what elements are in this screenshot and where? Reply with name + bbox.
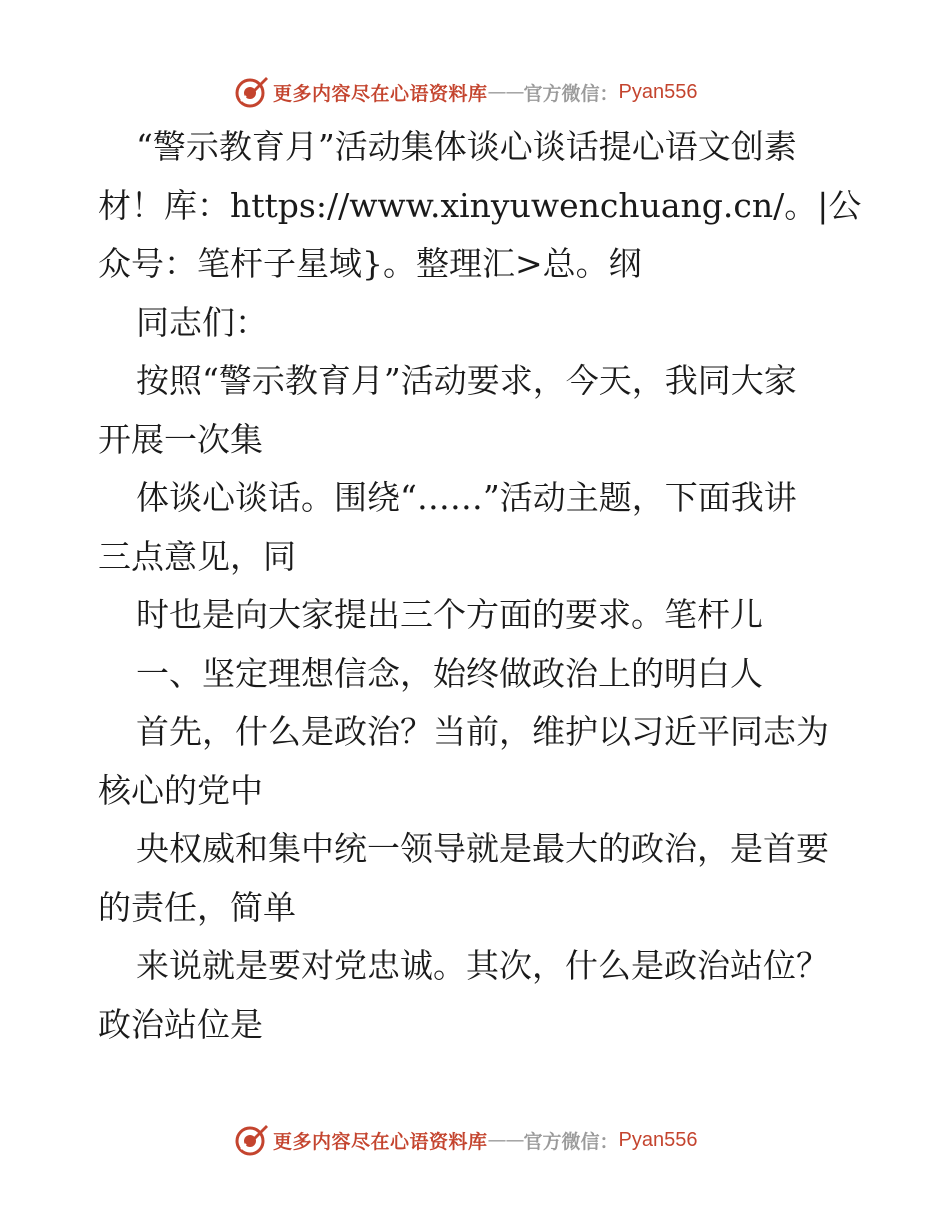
greeting: 同志们：: [136, 302, 268, 342]
watermark-wechat-id: Pyan556: [618, 1128, 698, 1151]
text-line: 开展一次集: [98, 419, 263, 459]
brush-logo-icon: [233, 1122, 269, 1158]
text-line: 政治站位是: [98, 1004, 263, 1044]
watermark-dash: ——: [487, 1129, 524, 1151]
text-line: 按照“警示教育月”活动要求，今天，我同大家: [136, 361, 797, 400]
watermark-wechat-label: 官方微信：: [523, 1130, 619, 1153]
text-line: 众号：笔杆子星域}。整理汇>总。纲: [98, 244, 642, 283]
footer-watermark: [0, 1120, 950, 1160]
text-line: 时也是向大家提出三个方面的要求。笔杆儿: [136, 595, 763, 634]
watermark-wechat-id: Pyan556: [618, 80, 698, 103]
header-watermark: [0, 72, 950, 112]
section-heading: 一、坚定理想信念，始终做政治上的明白人: [136, 653, 763, 693]
watermark-dash: ——: [487, 81, 524, 103]
text-line: 首先，什么是政治？当前，维护以习近平同志为: [136, 712, 829, 751]
text-line: 的责任，简单: [98, 887, 296, 927]
watermark-text: 更多内容尽在心语资料库: [273, 82, 488, 105]
watermark-text: 更多内容尽在心语资料库: [273, 1130, 488, 1153]
text-line: 来说就是要对党忠诚。其次，什么是政治站位？: [136, 946, 829, 985]
watermark-wechat-label: 官方微信：: [523, 82, 619, 105]
text-line: 三点意见，同: [98, 536, 296, 576]
brush-logo-icon: [233, 74, 269, 110]
text-line: 央权威和集中统一领导就是最大的政治，是首要: [136, 829, 829, 868]
text-line: “警示教育月”活动集体谈心谈话提心语文创素: [136, 127, 797, 166]
text-line: 材！库：https://www.xinyuwenchuang.cn/。|公: [98, 185, 862, 225]
text-line: 核心的党中: [98, 770, 263, 810]
document-body: [98, 118, 862, 1054]
text-line: 体谈心谈话。围绕“……”活动主题，下面我讲: [136, 478, 797, 517]
